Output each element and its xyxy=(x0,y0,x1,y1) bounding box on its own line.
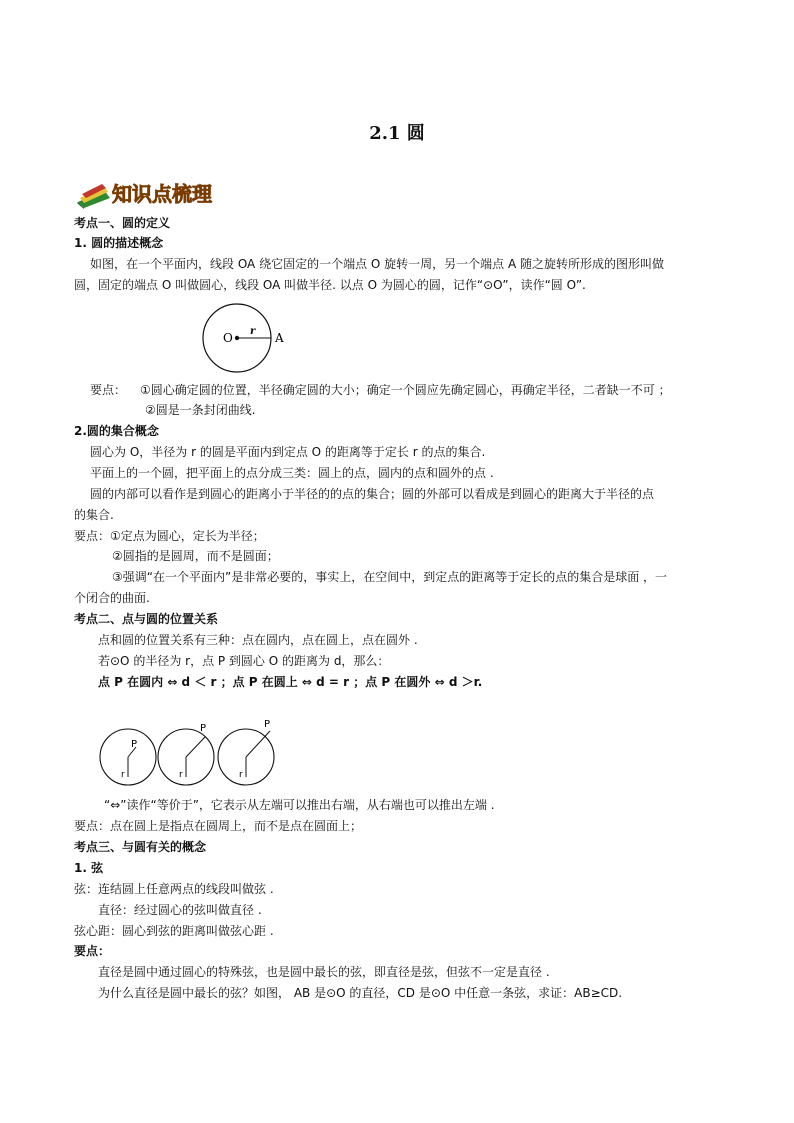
section3-heading: 考点三、与圆有关的概念 xyxy=(74,840,207,854)
point-inside-figure xyxy=(100,729,156,785)
section2-para1: 点和圆的位置关系有三种：点在圆内，点在圆上，点在圆外 . xyxy=(98,633,418,647)
section1-sub2: 2.圆的集合概念 xyxy=(74,424,159,438)
section1-sub1: 1. 圆的描述概念 xyxy=(74,236,164,250)
section1-heading: 考点一、圆的定义 xyxy=(74,216,171,230)
page-title: 2.1 圆 xyxy=(369,123,425,144)
key-point-2: ②圆是一条封闭曲线. xyxy=(145,403,256,417)
point-label: P xyxy=(200,723,207,734)
radius-label: r xyxy=(250,326,256,337)
circle-figure xyxy=(195,300,305,380)
section3-para5: 为什么直径是圆中最长的弦？如图， AB 是⊙O 的直径，CD 是⊙O 中任意一条弦，求证：AB≥CD. xyxy=(98,986,623,1000)
key-point-1: ①圆心确定圆的位置，半径确定圆的大小；确定一个圆应先确定圆心，再确定半径，二者缺一不可 ； xyxy=(140,383,671,397)
key-point-4: ②圆指的是圆周，而不是圆面； xyxy=(112,549,279,563)
point-on-figure xyxy=(158,723,214,785)
key-point-5b: 个闭合的曲面. xyxy=(74,591,150,605)
section-banner xyxy=(74,176,244,210)
section1-para1b: 圆，固定的端点 O 叫做圆心，线段 OA 叫做半径. 以点 O 为圆心的圆，记作“⊙O”，读作“圆 O”. xyxy=(74,278,586,292)
section2-key: 要点：点在圆上是指点在圆周上，而不是点在圆面上； xyxy=(74,819,363,833)
position-relations: 点 P 在圆内 ⇔ d ＜ r ；点 P 在圆上 ⇔ d = r ；点 P 在圆外 ⇔ d ＞r. xyxy=(98,675,483,689)
point-label: A xyxy=(275,331,284,345)
section1-para3: 平面上的一个圆，把平面上的点分成三类：圆上的点，圆内的点和圆外的点 . xyxy=(90,466,494,480)
radius-label: r xyxy=(239,770,243,780)
point-outside-figure xyxy=(218,719,274,785)
section1-para1a: 如图，在一个平面内，线段 OA 绕它固定的一个端点 O 旋转一周，另一个端点 A 随之旋转所形成的图形叫做 xyxy=(90,257,664,271)
key-point-5a: ③强调“在一个平面内”是非常必要的，事实上，在空间中，到定点的距离等于定长的点的集合是球面 ，一 xyxy=(112,570,668,584)
section3-para1: 弦：连结圆上任意两点的线段叫做弦 . xyxy=(74,882,274,896)
point-label: P xyxy=(131,739,138,750)
section1-para4b: 的集合. xyxy=(74,508,114,522)
section3-sub1: 1. 弦 xyxy=(74,861,104,875)
key-point-3: 要点：①定点为圆心，定长为半径； xyxy=(74,529,265,543)
section1-para4a: 圆的内部可以看作是到圆心的距离小于半径的的点的集合；圆的外部可以看成是到圆心的距离大于半径的点 xyxy=(90,487,655,501)
banner-text: 知识点梳理 xyxy=(112,182,212,206)
section3-para2: 直径：经过圆心的弦叫做直径 . xyxy=(98,903,262,917)
radius-label: r xyxy=(121,770,125,780)
section3-key-label: 要点： xyxy=(74,944,111,958)
point-circle-figures xyxy=(98,715,298,790)
section2-para2: 若⊙O 的半径为 r，点 P 到圆心 O 的距离为 d，那么： xyxy=(98,654,390,668)
radius-label: r xyxy=(179,770,183,780)
point-label: P xyxy=(264,719,271,730)
section3-para3: 弦心距：圆心到弦的距离叫做弦心距 . xyxy=(74,924,274,938)
section1-para2: 圆心为 O，半径为 r 的圆是平面内到定点 O 的距离等于定长 r 的点的集合. xyxy=(90,445,486,459)
section3-para4: 直径是圆中通过圆心的特殊弦，也是圆中最长的弦，即直径是弦，但弦不一定是直径 . xyxy=(98,965,550,979)
book-icon xyxy=(77,184,110,209)
section2-heading: 考点二、点与圆的位置关系 xyxy=(74,612,219,626)
section2-para3: “⇔”读作“等价于”，它表示从左端可以推出右端，从右端也可以推出左端 . xyxy=(104,798,495,812)
center-label: O xyxy=(223,331,233,345)
key-label-1: 要点： xyxy=(90,383,127,397)
